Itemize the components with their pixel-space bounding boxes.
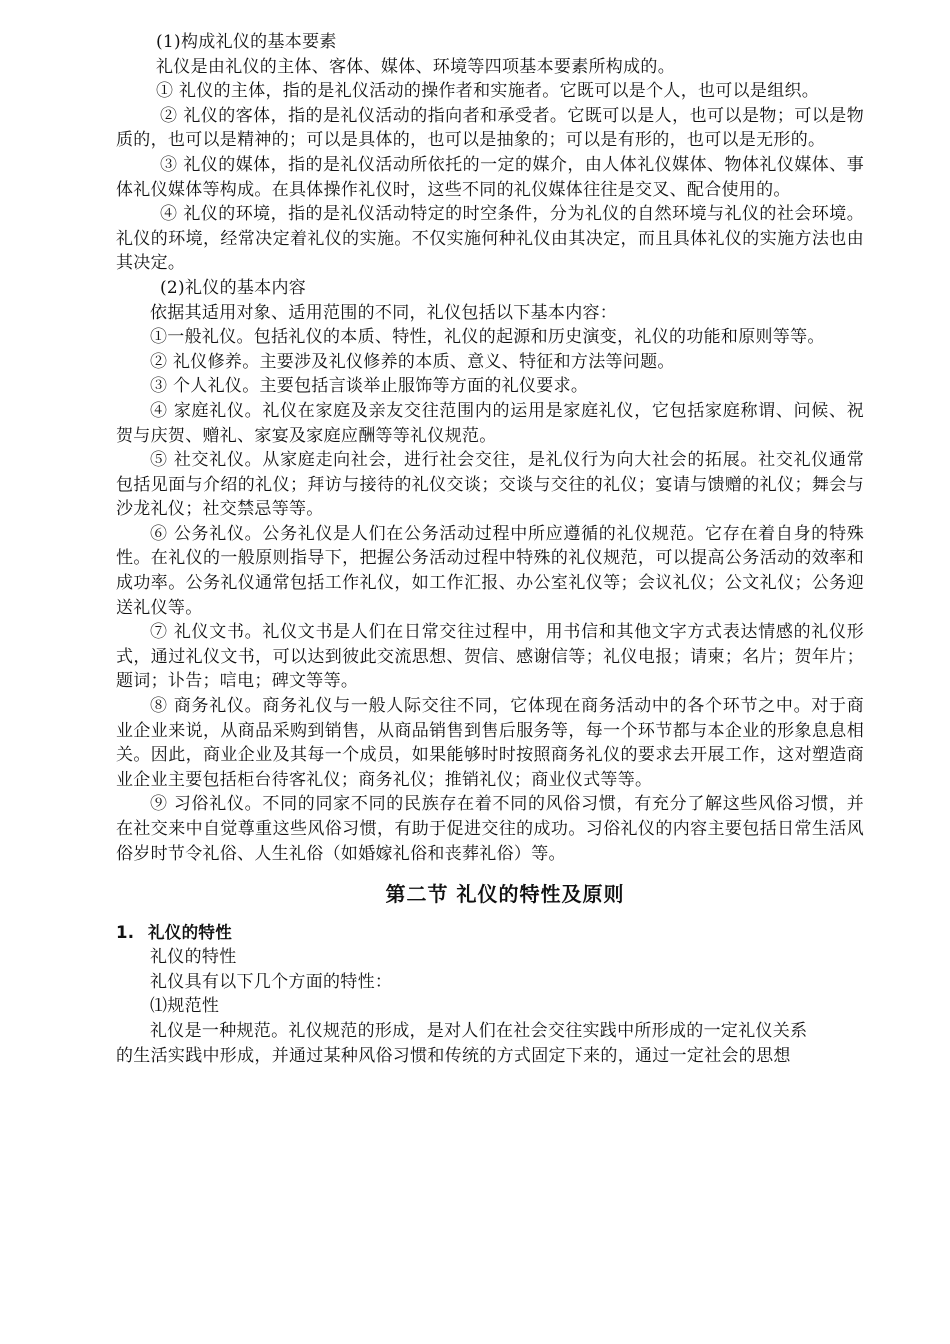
heading-text: 礼仪的特性 (148, 923, 232, 943)
heading-characteristics (116, 920, 864, 945)
list-item: ③ 个人礼仪。主要包括言谈举止服饰等方面的礼仪要求。 (150, 376, 589, 397)
list-item: ⑨ 习俗礼仪。不同的同家不同的民族存在着不同的风俗习惯，有充分了解这些风俗习惯，并在社交来中自觉尊重这些风俗习惯，有助于促进交往的成功。习俗礼仪的内容主要包括日常生活风俗岁时节令礼俗、人生礼俗（如婚嫁礼俗和丧葬礼俗）等。 (116, 794, 864, 864)
heading-number: 1. (116, 923, 135, 943)
list-item: ⑧ 商务礼仪。商务礼仪与一般人际交往不同，它体现在商务活动中的各个环节之中。对于商业企业来说，从商品采购到销售，从商品销售到售后服务等，每一个环节都与本企业的形象息息相关。因此，商业企业及其每一个成员，如果能够时时按照商务礼仪的要求去开展工作，这对塑造商业企业主要包括柜台待客礼仪；商务礼仪；推销礼仪；商业仪式等等。 (116, 696, 864, 790)
paragraph: 礼仪具有以下几个方面的特性： (150, 971, 393, 992)
list-item: ③ 礼仪的媒体，指的是礼仪活动所依托的一定的媒介，由人体礼仪媒体、物体礼仪媒体、事体礼仪媒体等构成。在具体操作礼仪时，这些不同的礼仪媒体往往是交叉、配合使用的。 (116, 154, 864, 200)
list-item: ④ 礼仪的环境，指的是礼仪活动特定的时空条件，分为礼仪的自然环境与礼仪的社会环境。礼仪的环境，经常决定着礼仪的实施。不仅实施何种礼仪由其决定，而且具体礼仪的实施方法也由其决定。 (116, 204, 864, 274)
paragraph: 礼仪是由礼仪的主体、客体、媒体、环境等四项基本要素所构成的。 (156, 56, 675, 77)
subheading-normativity: ⑴规范性 (150, 996, 220, 1017)
list-item: ⑥ 公务礼仪。公务礼仪是人们在公务活动过程中所应遵循的礼仪规范。它存在着自身的特殊性。在礼仪的一般原则指导下，把握公务活动过程中特殊的礼仪规范，可以提高公务活动的效率和成功率。公务礼仪通常包括工作礼仪，如工作汇报、办公室礼仪等；会议礼仪；公文礼仪；公务迎送礼仪等。 (116, 523, 864, 618)
document-body (116, 30, 864, 1068)
list-item: ④ 家庭礼仪。礼仪在家庭及亲友交往范围内的运用是家庭礼仪，它包括家庭称谓、问候、祝贺与庆贺、赠礼、家宴及家庭应酬等等礼仪规范。 (116, 400, 864, 446)
paragraph: 依据其适用对象、适用范围的不同，礼仪包括以下基本内容： (150, 302, 618, 323)
subheading-basic-content: (2)礼仪的基本内容 (160, 277, 307, 298)
subheading-basic-elements: (1)构成礼仪的基本要素 (156, 32, 337, 52)
paragraph: 礼仪是一种规范。礼仪规范的形成，是对人们在社会交往实践中所形成的一定礼仪关系 (150, 1020, 808, 1041)
paragraph: 的生活实践中形成，并通过某种风俗习惯和传统的方式固定下来的，通过一定社会的思想 (116, 1045, 791, 1066)
list-item: ② 礼仪的客体，指的是礼仪活动的指向者和承受者。它既可以是人，也可以是物；可以是物质的，也可以是精神的；可以是具体的，也可以是抽象的；可以是有形的，也可以是无形的。 (116, 105, 864, 151)
list-item: ① 礼仪的主体，指的是礼仪活动的操作者和实施者。它既可以是个人，也可以是组织。 (156, 81, 820, 102)
list-item: ①一般礼仪。包括礼仪的本质、特性，礼仪的起源和历史演变，礼仪的功能和原则等等。 (150, 327, 825, 348)
list-item: ⑤ 社交礼仪。从家庭走向社会，进行社会交往，是礼仪行为向大社会的拓展。社交礼仪通常包括见面与介绍的礼仪；拜访与接待的礼仪交谈；交谈与交往的礼仪；宴请与馈赠的礼仪；舞会与沙龙礼仪；社交禁忌等等。 (116, 450, 864, 520)
list-item: ② 礼仪修养。主要涉及礼仪修养的本质、意义、特征和方法等问题。 (150, 351, 675, 372)
paragraph: 礼仪的特性 (150, 947, 237, 968)
section-title: 第二节 礼仪的特性及原则 (385, 882, 625, 907)
list-item: ⑦ 礼仪文书。礼仪文书是人们在日常交往过程中，用书信和其他文字方式表达情感的礼仪形式，通过礼仪文书，可以达到彼此交流思想、贺信、感谢信等；礼仪电报；请柬；名片；贺年片；题词；讣告；唁电；碑文等等。 (116, 622, 864, 692)
